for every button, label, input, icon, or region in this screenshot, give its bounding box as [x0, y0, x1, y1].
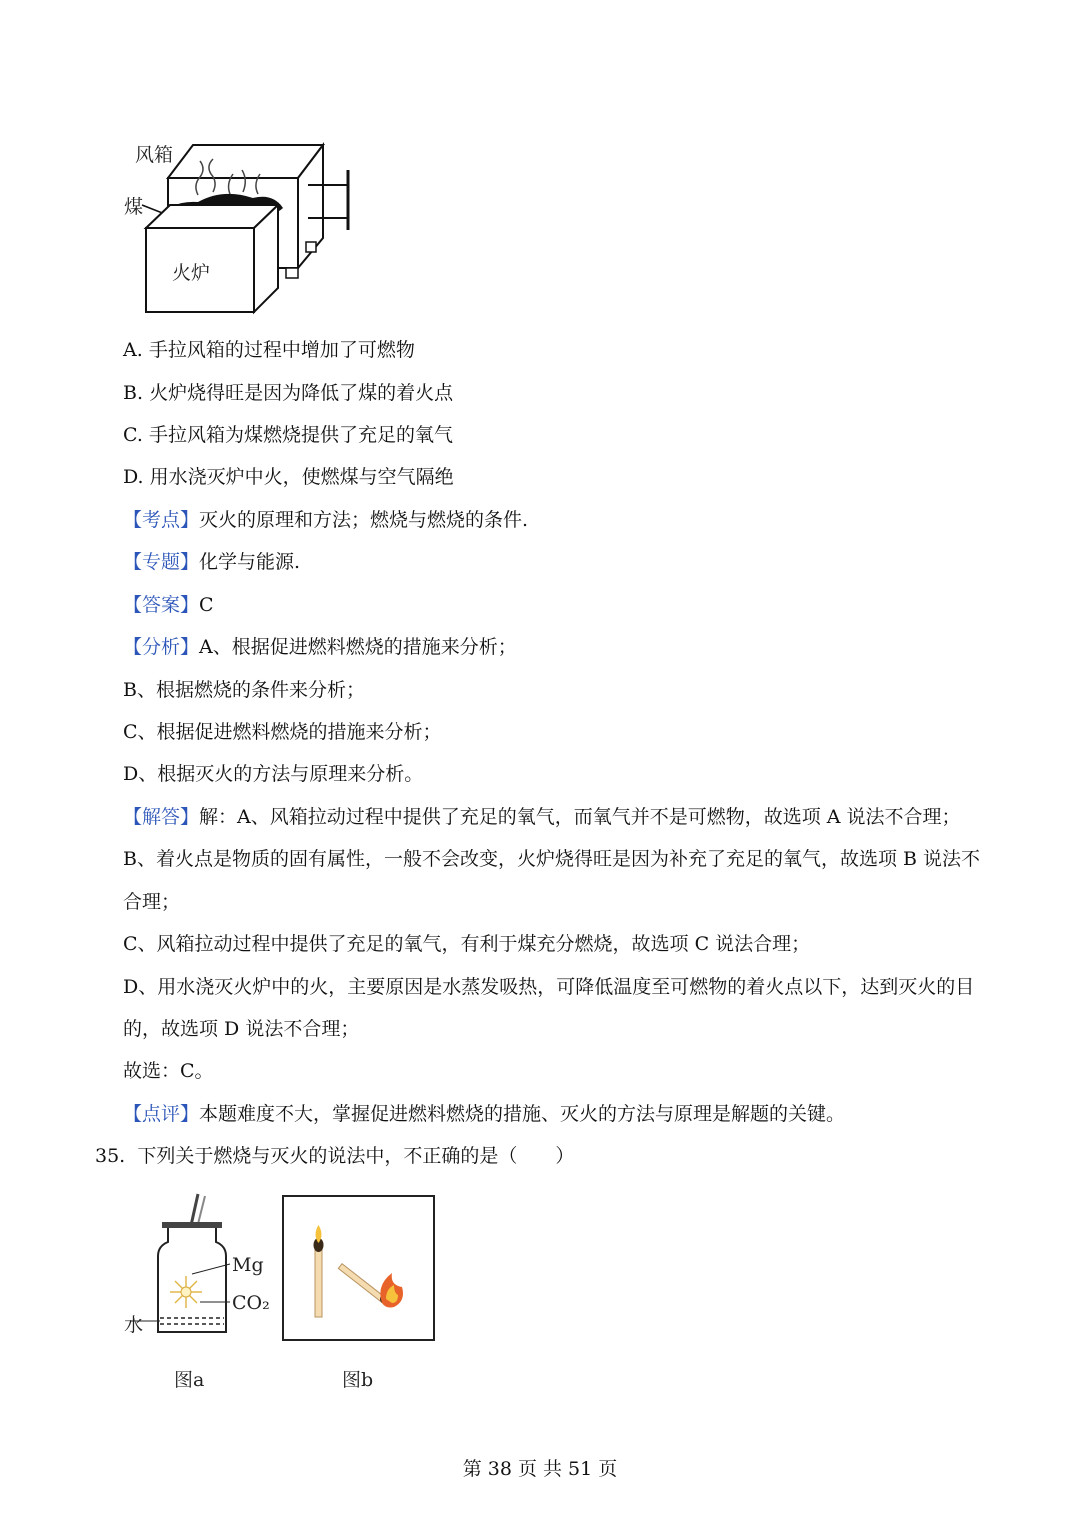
jieda-row: [123, 804, 961, 830]
option-a: [123, 337, 415, 363]
question-35: [95, 1143, 574, 1169]
jieda-line: 合理；: [123, 891, 181, 913]
option-d: [123, 464, 454, 490]
fenxi-first: A、根据促进燃料燃烧的措施来分析；: [199, 636, 517, 658]
option-a-text: 手拉风箱的过程中增加了可燃物: [148, 339, 415, 361]
figure-a-caption: 图a: [174, 1369, 205, 1391]
jieda-line: 的，故选项 D 说法不合理；: [123, 1018, 360, 1040]
option-c-label: C.: [123, 424, 143, 446]
option-b: [123, 380, 453, 406]
bellows-label: 风箱: [135, 144, 174, 166]
answer-row: [123, 592, 214, 618]
bellows-furnace-figure: [118, 130, 368, 320]
fenxi-line: B、根据燃烧的条件来分析；: [123, 679, 365, 701]
jieda-line: B、着火点是物质的固有属性，一般不会改变，火炉烧得旺是因为补充了充足的氧气，故选项 B 说法不: [123, 848, 981, 870]
page-footer: 第 38 页 共 51 页: [462, 1458, 618, 1480]
dianping-row: [123, 1101, 845, 1127]
fenxi-line: C、根据促进燃料燃烧的措施来分析；: [123, 721, 442, 743]
fenxi-row: [123, 634, 517, 660]
option-b-text: 火炉烧得旺是因为降低了煤的着火点: [149, 382, 454, 404]
option-b-label: B.: [123, 382, 144, 404]
answer-tag: 【答案】: [123, 594, 200, 616]
option-c-text: 手拉风箱为煤燃烧提供了充足的氧气: [148, 424, 453, 446]
dianping-tag: 【点评】: [123, 1103, 200, 1125]
zhuanti-text: 化学与能源.: [199, 551, 301, 573]
jieda-line: 故选：C。: [123, 1060, 214, 1082]
zhuanti-tag: 【专题】: [123, 551, 200, 573]
jieda-tag: 【解答】: [123, 806, 200, 828]
option-c: [123, 422, 453, 448]
jieda-line: D、用水浇灭火炉中的火，主要原因是水蒸发吸热，可降低温度至可燃物的着火点以下，达到灭火的目: [123, 976, 975, 998]
fenxi-tag: 【分析】: [123, 636, 200, 658]
zhuanti-row: [123, 549, 300, 575]
question-text: 下列关于燃烧与灭火的说法中，不正确的是（ ）: [137, 1145, 575, 1167]
furnace-label: 火炉: [172, 262, 211, 284]
co2-label: CO₂: [232, 1292, 270, 1314]
water-label: 水: [124, 1314, 144, 1336]
fenxi-line: D、根据灭火的方法与原理来分析。: [123, 763, 424, 785]
option-a-label: A.: [123, 339, 143, 361]
dianping-text: 本题难度不大，掌握促进燃料燃烧的措施、灭火的方法与原理是解题的关键。: [199, 1103, 846, 1125]
kaodian-text: 灭火的原理和方法；燃烧与燃烧的条件.: [199, 509, 529, 531]
option-d-text: 用水浇灭炉中火，使燃煤与空气隔绝: [149, 466, 454, 488]
figure-b: [282, 1195, 437, 1395]
coal-label: 煤: [124, 196, 144, 218]
answer-text: C: [199, 594, 214, 616]
figure-a: [120, 1190, 280, 1400]
kaodian-row: [123, 507, 528, 533]
mg-label: Mg: [232, 1254, 264, 1276]
jieda-first: 解：A、风箱拉动过程中提供了充足的氧气，而氧气并不是可燃物，故选项 A 说法不合理；: [199, 806, 961, 828]
jieda-line: C、风箱拉动过程中提供了充足的氧气，有利于煤充分燃烧，故选项 C 说法合理；: [123, 933, 811, 955]
option-d-label: D.: [123, 466, 144, 488]
question-number: 35.: [95, 1145, 126, 1167]
figure-b-drawing: [282, 1195, 437, 1343]
figure-b-caption: 图b: [342, 1369, 374, 1391]
kaodian-tag: 【考点】: [123, 509, 200, 531]
